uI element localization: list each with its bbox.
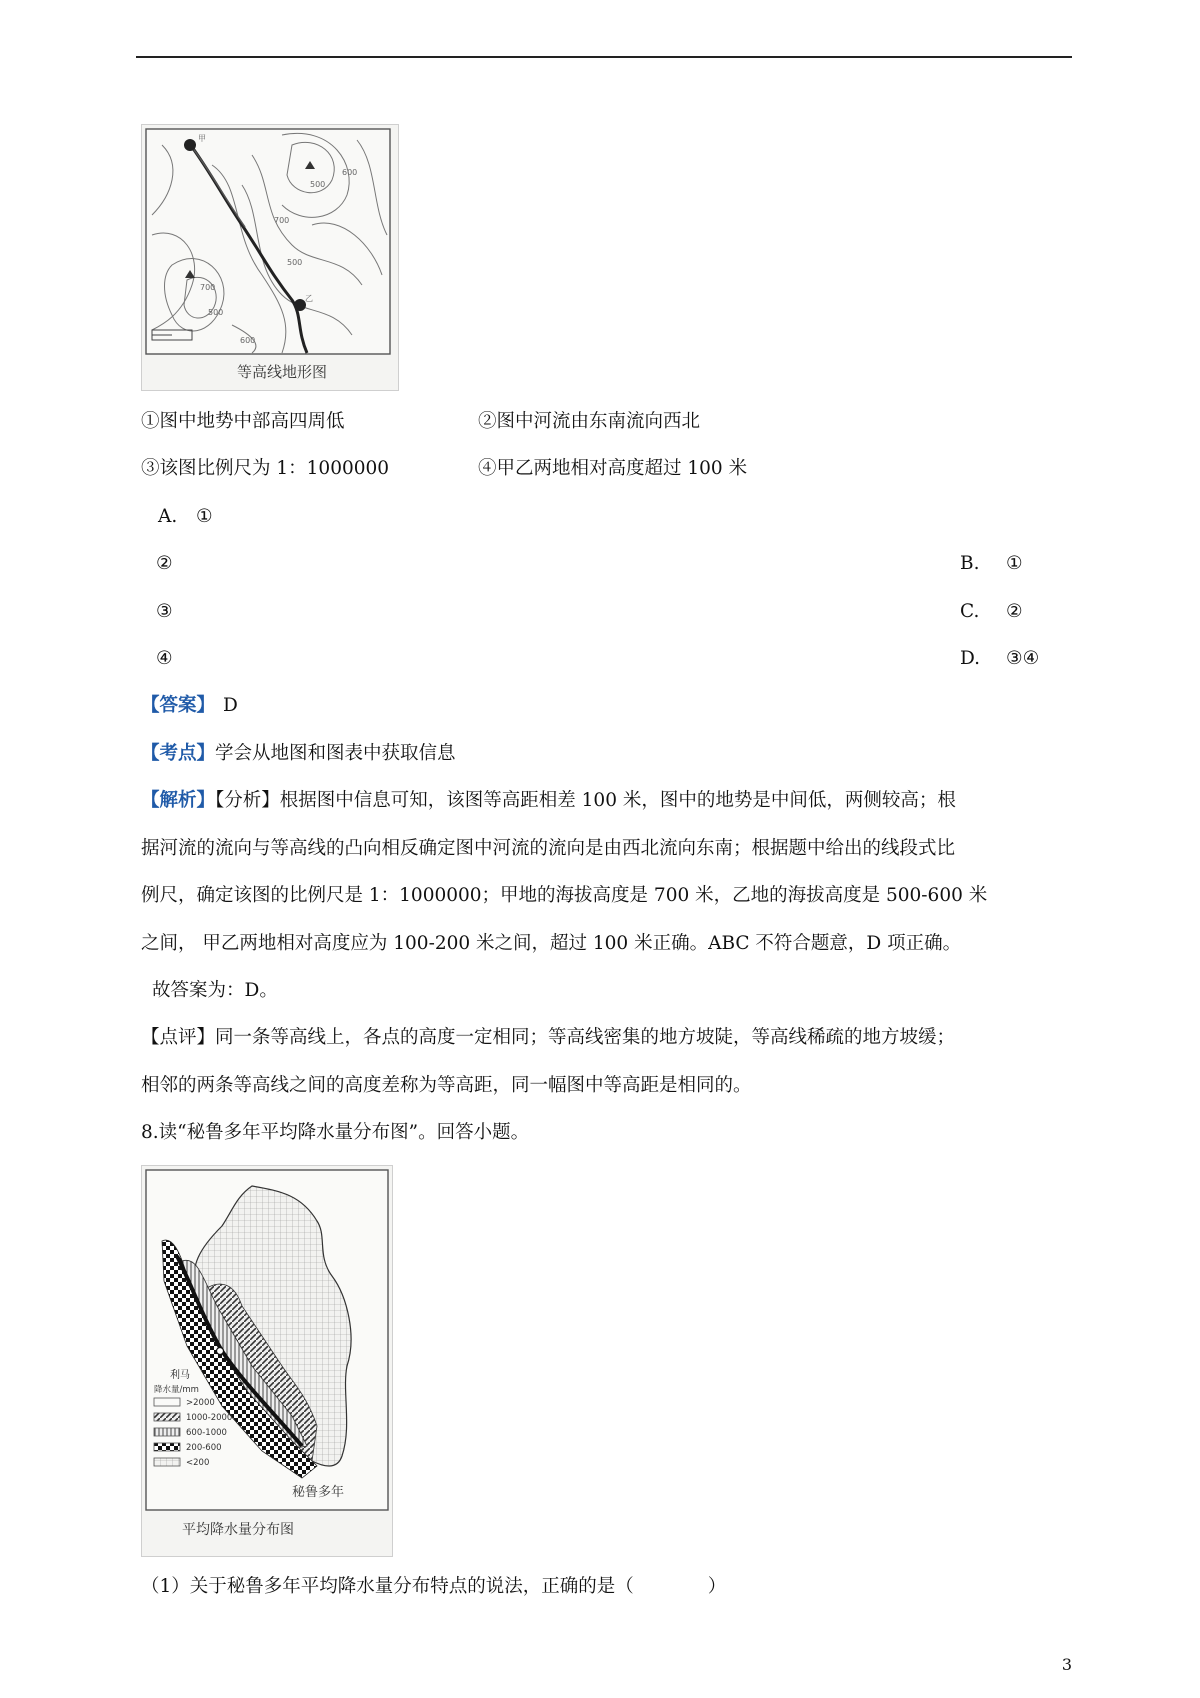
legend-title: 降水量/mm [154, 1385, 199, 1395]
option-c-text: ② [1006, 601, 1023, 622]
svg-text:500: 500 [208, 308, 224, 317]
legend-item-1: >2000 [186, 1398, 215, 1408]
legend-item-2: 1000-2000 [186, 1413, 233, 1423]
svg-text:甲: 甲 [198, 134, 206, 143]
option-line2-left: ② [156, 553, 173, 574]
statement-1: ①图中地势中部高四周低 [141, 411, 345, 432]
svg-text:700: 700 [200, 283, 216, 292]
jiexi-line-1 [141, 788, 956, 814]
dianping-line-1: 【点评】同一条等高线上，各点的高度一定相同；等高线密集的地方坡陡，等高线稀疏的地方坡缓； [141, 1027, 956, 1048]
svg-text:500: 500 [310, 180, 326, 189]
peru-map-svg [142, 1166, 392, 1556]
kaodian-text: 学会从地图和图表中获取信息 [215, 743, 456, 764]
svg-text:700: 700 [274, 216, 290, 225]
svg-text:600: 600 [342, 168, 358, 177]
jiexi-line-3: 例尺，确定该图的比例尺是 1：1000000；甲地的海拔高度是 700 米，乙地的海拔高度是 500-600 米 [141, 885, 988, 906]
point-jia-marker [184, 139, 196, 151]
contour-map-caption: 等高线地形图 [237, 363, 328, 381]
peru-caption-1: 秘鲁多年 [292, 1485, 345, 1500]
page-number: 3 [1061, 1655, 1072, 1674]
lima-label: 利马 [170, 1370, 190, 1381]
kaodian-label: 【考点】 [141, 743, 216, 764]
peru-caption-2: 平均降水量分布图 [182, 1522, 294, 1538]
legend-item-3: 600-1000 [186, 1428, 227, 1438]
legend-item-5: <200 [186, 1458, 210, 1468]
svg-text:600: 600 [240, 336, 256, 345]
legend-item-4: 200-600 [186, 1443, 222, 1453]
contour-map-figure [141, 124, 399, 391]
statement-4: ④甲乙两地相对高度超过 100 米 [478, 458, 748, 479]
option-line4-left: ④ [156, 648, 173, 669]
answer-line [141, 693, 238, 719]
peru-precipitation-figure [141, 1165, 393, 1557]
jiexi-line-4: 之间， 甲乙两地相对高度应为 100-200 米之间，超过 100 米正确。ABC 不符合题意，D 项正确。 [141, 933, 962, 954]
answer-label: 【答案】 [141, 695, 216, 716]
question-8-title: 8.读“秘鲁多年平均降水量分布图”。回答小题。 [141, 1122, 530, 1143]
option-a-letter: A. [158, 506, 178, 527]
kaodian-line [141, 741, 456, 767]
jiexi-line-2: 据河流的流向与等高线的凸向相反确定图中河流的流向是由西北流向东南；根据题中给出的线段式比 [141, 838, 956, 859]
contour-map-svg [142, 125, 398, 390]
answer-value: D [223, 695, 238, 716]
jiexi-text-1: 【分析】根据图中信息可知，该图等高距相差 100 米，图中的地势是中间低，两侧较高；根 [215, 790, 956, 811]
option-line3-left: ③ [156, 601, 173, 622]
option-b-letter: B. [960, 553, 980, 574]
statement-2: ②图中河流由东南流向西北 [478, 411, 701, 432]
subquestion-1: （1）关于秘鲁多年平均降水量分布特点的说法，正确的是（ ） [141, 1576, 727, 1597]
option-d-text: ③④ [1006, 648, 1040, 669]
dianping-line-2: 相邻的两条等高线之间的高度差称为等高距，同一幅图中等高距是相同的。 [141, 1075, 752, 1096]
statement-3: ③该图比例尺为 1：1000000 [141, 458, 390, 479]
jiexi-label: 【解析】 [141, 790, 216, 811]
header-rule [136, 56, 1072, 58]
option-b-text: ① [1006, 553, 1023, 574]
conclusion-line: 故答案为：D。 [152, 980, 278, 1001]
svg-text:500: 500 [287, 258, 303, 267]
svg-text:乙: 乙 [305, 294, 313, 303]
option-a-text: ① [196, 506, 213, 527]
option-c-letter: C. [960, 601, 980, 622]
lima-marker [217, 1348, 224, 1355]
option-d-letter: D. [960, 648, 981, 669]
